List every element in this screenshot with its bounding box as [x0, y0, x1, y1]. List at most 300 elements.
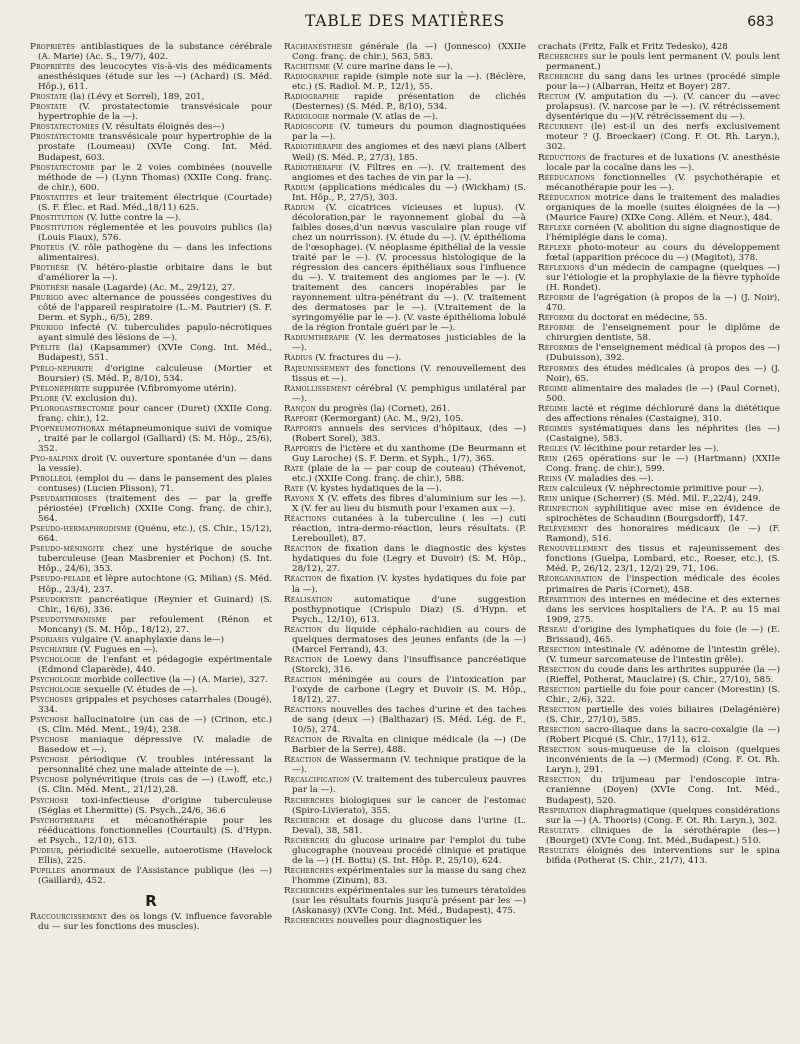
index-entry: [284, 484, 526, 494]
index-entry: [538, 173, 780, 193]
entry-text: nouvelles pour diagnostiquer les: [334, 916, 482, 927]
entry-keyword: Résection: [538, 705, 581, 716]
entry-keyword: Pudeur: [30, 845, 61, 856]
entry-keyword: Réorganisation: [538, 574, 603, 585]
index-entry: [30, 62, 272, 92]
entry-text: du liquide céphalo-rachidien au cours de quelques dermatoses des jeunes enfants (de la —) (Marcel Ferrand), 43.: [292, 624, 526, 655]
index-entry: [30, 132, 272, 162]
index-entry: [538, 504, 780, 524]
entry-text: de Wassermann (V. technique pratique de la —).: [292, 755, 526, 776]
entry-text: (la) (Kapsammer) (XVIe Cong. Int. Méd., Budapest), 551.: [38, 343, 272, 364]
entry-text: annuels des services d'hôpitaux, (des —) (Robert Sorel), 383.: [292, 423, 526, 444]
index-entry: [538, 705, 780, 725]
entry-keyword: Prothèse: [30, 263, 70, 274]
entry-text: de l'inspection médicale des écoles primaires de Paris (Cornet), 458.: [546, 574, 780, 595]
index-entry: [30, 474, 272, 494]
index-entry: [30, 755, 272, 775]
entry-keyword: Radiothérapie: [284, 162, 343, 173]
entry-keyword: Pyopneumothorax: [30, 423, 105, 434]
entry-keyword: Résection: [538, 685, 581, 695]
entry-text: sexuelle (V. études de —).: [81, 685, 198, 695]
entry-keyword: Radiographie: [284, 92, 340, 103]
entry-keyword: Pseudo-pelade: [30, 574, 91, 585]
index-entry: [30, 404, 272, 424]
entry-text: des honoraires médicaux (le —) (F. Ramond), 516.: [546, 524, 780, 545]
entry-text: automatique d'une suggestion posthypnotique (Crispulo Diaz) (S. d'Hypn. et Psych., 12/10), 613.: [292, 594, 526, 625]
entry-text: (V. maladies des —).: [561, 474, 654, 485]
index-entry: [538, 444, 780, 454]
entry-text: expérimentales sur la masse du sang chez l'homme (Zinum), 83.: [292, 865, 526, 886]
entry-text: chez une hystérique de souche tuberculeuse (Jean Masbrenier et Pochon) (S. Int. Hôp., 24/6), 353.: [38, 544, 272, 575]
index-entry: [538, 846, 780, 866]
entry-keyword: Résection: [538, 664, 581, 675]
entry-text: cutanées à la tuberculine ( les —) cuti réaction, intra-dermo-réaction, leurs résultats. (P. Lereboullet), 87.: [292, 514, 526, 545]
entry-text: (V. amputation du —). (V. cancer du —avec prolapsus). (V. narcose par le —). (V. rétrécissement dysentérique du —)(V. rétrécissement du —).: [546, 92, 780, 123]
index-entry: [538, 454, 780, 474]
index-entry: [284, 514, 526, 544]
entry-keyword: Reins: [538, 474, 562, 485]
index-entry: [30, 775, 272, 795]
index-entry: [284, 444, 526, 464]
entry-keyword: Pyélite: [30, 343, 61, 354]
index-entry: [284, 836, 526, 866]
entry-keyword: Résultats: [538, 845, 580, 856]
entry-text: syphilitique avec mise en évidence de spirochètes de Schaudinn (Bourgsdorff), 147.: [546, 504, 780, 525]
entry-text: (V. résultats éloignés des—): [99, 122, 225, 133]
entry-keyword: Pyo-salpinx: [30, 453, 79, 464]
index-entry: [538, 474, 780, 484]
entry-keyword: Recherche: [538, 72, 584, 83]
index-column-middle: [284, 42, 526, 932]
index-entry: [538, 343, 780, 363]
entry-text: de fixation dans le diagnostic des kystes hydatiques du foie (Legry et Duvoir) (S. M. Hôp., 28/12), 27.: [292, 544, 526, 575]
index-entry: [538, 494, 780, 504]
entry-text: et dosage du glucose dans l'urine (L. Deval), 38, 581.: [292, 815, 526, 836]
index-entry: [538, 826, 780, 846]
entry-text: diaphragmatique (quelques considérations sur la —) (A. Thooris) (Cong. F. Ot. Rh. Laryn.), 302.: [546, 805, 780, 826]
entry-keyword: Psoriasis: [30, 634, 69, 645]
entry-text: périodique (V. troubles intéressant la personnalité chez une malade atteinte de —).: [38, 755, 272, 776]
index-entry: [538, 484, 780, 494]
entry-keyword: Résultats: [538, 825, 580, 836]
index-entry: [30, 163, 272, 193]
entry-text: (V. prostatectomie transvésicale pour hypertrophie de la —).: [38, 102, 272, 123]
entry-keyword: Psychologie: [30, 654, 82, 665]
index-entry: [538, 665, 780, 685]
index-entry: [284, 595, 526, 625]
entry-text: vulgaire (V. anaphylaxie dans le—): [68, 634, 225, 645]
entry-text: grippales et psychoses catarrhales (Dougé), 334.: [38, 695, 272, 716]
entry-keyword: Régime: [538, 383, 568, 394]
entry-keyword: Pupilles: [30, 865, 66, 876]
entry-keyword: Régime: [538, 403, 568, 414]
entry-text: des tissus et rajeunissement des fonctions (Guelpa, Lombard, etc., Roeser, etc.), (S. Méd. P., 26/12, 23/1, 12/2) 29, 71, 106.: [546, 544, 780, 575]
entry-keyword: Réaction: [284, 624, 323, 635]
entry-text: rapide présentation de clichés (Desternes) (S. Méd. P., 8/10), 534.: [292, 92, 526, 113]
entry-keyword: Réalisation: [284, 594, 333, 605]
index-entry: [30, 675, 272, 685]
entry-text: pancréatique (Reynier et Guinard) (S. Chir., 16/6), 336.: [38, 594, 272, 615]
entry-text: lacté et régime déchloruré dans la diététique des affections rénales (Castaigne), 310.: [546, 403, 780, 424]
index-entry: [538, 243, 780, 263]
entry-keyword: Radiumthérapie: [284, 333, 350, 344]
entry-text: systématiques dans les néphrites (les —) (Castaigne), 583.: [546, 423, 780, 444]
entry-keyword: Régimes: [538, 423, 573, 434]
entry-text: toxi-infectieuse d'origine tuberculeuse (Séglas et Lhermitte) (S. Psych.,24/6, 36.6: [38, 795, 272, 816]
entry-text: (Quénu, etc.), (S. Chir., 15/12), 664.: [38, 524, 272, 545]
index-entry: [284, 655, 526, 675]
entry-keyword: Proteus: [30, 242, 65, 253]
entry-keyword: Règles: [538, 443, 568, 454]
entry-keyword: Recherche: [284, 815, 330, 826]
entry-text: (V. lécithine pour retarder les —).: [567, 443, 719, 454]
entry-text: éloignés des interventions sur le spina bifida (Potherat (S. Chir., 21/7), 413.: [546, 845, 780, 866]
entry-keyword: Réinfection: [538, 504, 589, 515]
index-entry: [284, 203, 526, 334]
index-entry: [284, 183, 526, 203]
entry-text: normale (V. atlas de —).: [329, 112, 438, 123]
entry-text: de fixation (V. kystes hydatiques du foie par la —).: [292, 574, 526, 595]
index-entry: [30, 454, 272, 474]
index-columns: [30, 42, 780, 932]
entry-text: crachats (Fritz, Falk et Fritz Tedesko), 428: [538, 42, 728, 52]
index-entry: [284, 544, 526, 574]
entry-text: du doctorat en médecine, 55.: [574, 313, 708, 324]
entry-keyword: Rachianesthésie: [284, 42, 353, 52]
entry-keyword: Réaction: [284, 735, 323, 746]
index-entry: [30, 796, 272, 816]
entry-text: (emploi du — dans le pansement des plaies contuses) (Lucien Plisson), 71.: [38, 474, 272, 495]
entry-keyword: Prostitution: [30, 212, 84, 223]
entry-text: de l'enseignement pour le diplôme de chirurgien dentiste, 58.: [546, 323, 780, 344]
index-column-left: [30, 42, 272, 932]
entry-text: morbide collective (la —) (A. Marie), 327.: [81, 674, 269, 685]
entry-keyword: Prostate: [30, 92, 68, 103]
index-entry: [284, 424, 526, 444]
entry-keyword: Réformes: [538, 343, 579, 354]
section-letter: R: [145, 891, 157, 910]
entry-text: des internes en médecine et des externes dans les services hospitaliers de l'A. P. au 15 mai 1909, 275.: [546, 594, 780, 625]
entry-text: X (V. effets des fibres d'aluminium sur les —). X (V. fer au lieu du bismuth pour l'examen aux —).: [292, 494, 526, 515]
entry-text: alimentaire des malades (le —) (Paul Cornet), 500.: [546, 383, 780, 404]
index-entry: [30, 655, 272, 675]
entry-keyword: Résection: [538, 725, 581, 736]
entry-text: nouvelles des taches d'urine et des taches de sang (deux —) (Balthazar) (S. Méd. Lég. de F., 10/5), 274.: [292, 705, 526, 736]
entry-keyword: Prurigo: [30, 293, 64, 304]
entry-text: (applications médicales du —) (Wickham) (S. Int. Hôp., P., 27/5), 303.: [292, 182, 526, 203]
entry-text: d'origine des lymphatiques du foie (le —) (E. Brissaud), 465.: [546, 624, 780, 645]
entry-keyword: Rectum: [538, 92, 570, 103]
entry-keyword: Réaction: [284, 674, 323, 685]
entry-text: de Rivalta en clinique médicale (la —) (De Barbier de la Serre), 488.: [292, 735, 526, 756]
entry-keyword: Respiration: [538, 805, 587, 816]
entry-text: cérébral (V. pemphigus unilatéral par —).: [292, 383, 526, 404]
index-entry: [284, 796, 526, 816]
entry-text: méningée au cours de l'intoxication par l'oxyde de carbone (Legry et Duvoir (S. M. Hôp., 18/12), 27.: [292, 674, 526, 706]
index-entry: [30, 213, 272, 223]
entry-keyword: Psychologie: [30, 685, 82, 695]
entry-keyword: Radiographie: [284, 72, 340, 83]
entry-text: du progrès (la) (Cornet), 261.: [316, 403, 451, 414]
page-title: TABLE DES MATIÈRES: [305, 12, 505, 30]
index-entry: [284, 886, 526, 916]
page-header: [30, 12, 780, 38]
entry-keyword: Propriétés: [30, 42, 76, 52]
entry-text: droit (V. ouverture spontanée d'un — dans la vessie).: [38, 453, 272, 474]
entry-text: de l'enseignement médical (à propos des —) (Dubuisson), 392.: [546, 343, 780, 364]
index-entry: [538, 193, 780, 223]
index-entry: [30, 615, 272, 635]
entry-keyword: Réformes: [538, 363, 579, 374]
index-entry: [538, 153, 780, 173]
index-entry: [284, 62, 526, 72]
index-entry: [538, 524, 780, 544]
entry-keyword: Réforme: [538, 293, 575, 304]
entry-text: expérimentales sur les tumeurs tératoïdes (sur les résultats fournis jusqu'à présent par les —) (Askanasy) (XVIe Cong. Int. Méd., Budapest), 475.: [292, 885, 526, 917]
entry-keyword: Rançon: [284, 403, 317, 414]
index-entry: [284, 163, 526, 183]
entry-keyword: Rapports: [284, 423, 323, 434]
entry-keyword: Réactions: [284, 514, 327, 525]
index-entry: [284, 122, 526, 142]
entry-keyword: Prostatectomies: [30, 122, 100, 133]
entry-keyword: Psychothérapie: [30, 815, 95, 826]
entry-text: par refoulement (Rénon et Moncany) (S. M. Hôp., 18/12), 27.: [38, 614, 272, 635]
index-entry: [30, 715, 272, 735]
index-entry: [284, 574, 526, 594]
entry-keyword: Pseudo-hermaphrodisme: [30, 524, 132, 535]
index-entry: [30, 685, 272, 695]
entry-text: (V. Fugues en —).: [77, 644, 159, 655]
index-entry: [284, 735, 526, 755]
index-entry: [284, 142, 526, 162]
index-entry: [538, 72, 780, 92]
entry-keyword: Recherches: [284, 885, 335, 896]
entry-keyword: Prostate: [30, 102, 68, 113]
index-entry: [30, 122, 272, 132]
index-entry: [538, 384, 780, 404]
entry-text: (Kermorgant) (Ac. M., 9/2), 105.: [317, 413, 464, 424]
entry-keyword: Recherches: [284, 865, 335, 876]
entry-text: (265 opérations sur le —) (Hartmann) (XXIIe Cong. franç. de chir.), 599.: [546, 453, 780, 474]
entry-keyword: Réactions: [284, 705, 327, 716]
entry-keyword: Radiothérapie: [284, 142, 343, 153]
entry-keyword: Pylore: [30, 393, 59, 404]
entry-text: sur le pouls lent permanent (V. pouls lent permanent.): [546, 52, 780, 73]
index-entry: [30, 343, 272, 363]
index-entry: [30, 524, 272, 544]
entry-keyword: Récurrent: [538, 122, 584, 133]
entry-keyword: Rein: [538, 484, 558, 495]
index-entry: [30, 394, 272, 404]
entry-text: (V. cure marine dans le —).: [330, 62, 453, 73]
entry-keyword: Prurigo: [30, 323, 64, 334]
entry-keyword: Radium: [284, 182, 315, 193]
entry-text: suppurée (V.fibromyome utérin).: [89, 383, 237, 394]
index-entry: [284, 675, 526, 705]
entry-text: partielle du foie pour cancer (Morestin) (S. Chir., 2/6), 322.: [546, 685, 780, 706]
entry-keyword: Réflexe: [538, 222, 572, 233]
entry-keyword: Psychose: [30, 735, 69, 746]
index-entry: [538, 42, 780, 52]
entry-text: intestinale (V. adénome de l'intestin grêle). (V. tumeur sarcomateuse de l'intestin grêle).: [546, 644, 780, 665]
entry-text: réglementée et les pouvoirs publics (la) (Louis Fiaux), 576.: [38, 222, 272, 243]
entry-text: maniaque dépressive (V. maladie de Basedow et —).: [38, 735, 272, 756]
entry-text: calculeux (V. néphrectomie primitive pour —).: [557, 484, 765, 495]
entry-keyword: Rajeunissement: [284, 363, 350, 374]
index-entry: [30, 364, 272, 384]
entry-keyword: Réflexe: [538, 242, 572, 253]
entry-keyword: Pyélonéphrite: [30, 383, 90, 394]
entry-keyword: Radius: [284, 353, 313, 364]
index-entry: [30, 102, 272, 122]
index-entry: [538, 404, 780, 424]
entry-text: motrice dans le traitement des maladies organiques de la moelle (suites éloignées de la —) (Maurice Faure) (XIXe Cong. Allém. et Neur.), 484.: [546, 192, 780, 223]
index-entry: [30, 263, 272, 283]
entry-keyword: Rayons: [284, 494, 315, 505]
entry-text: transvésicale pour hypertrophie de la prostate (Loumeau) (XVIe Cong. Int. Méd. Budapest, 603.: [38, 132, 272, 163]
index-entry: [30, 866, 272, 886]
entry-keyword: Rééducation: [538, 192, 591, 203]
entry-text: des fonctions (V. renouvellement des tissus et —).: [292, 363, 526, 384]
entry-text: de l'agrégation (à propos de la —) (J. Noir), 470.: [546, 293, 780, 314]
entry-text: de l'ictère et du xanthome (De Beurmann et Guy Laroche) (S. F. Derm. et Syph., 1/7), 365.: [292, 443, 526, 464]
index-entry: [284, 364, 526, 384]
index-entry: [538, 775, 780, 805]
entry-text: photo-moteur au cours du développement fœtal (apparition précoce du —) (Magitot), 378.: [546, 242, 780, 263]
index-entry: [538, 92, 780, 122]
entry-text: hallucinatoire (un cas de —) (Crinon, etc.) (S. Clin. Méd. Ment., 19/4), 238.: [38, 715, 272, 736]
entry-text: par le 2 voies combinées (nouvelle méthode de —) (Lynn Thomas) (XXIIe Cong. franç. de chir.), 600.: [38, 162, 272, 193]
index-entry: [30, 243, 272, 263]
entry-text: (V. traitement des tuberculeux pauvres par la —).: [292, 775, 526, 796]
index-entry: [538, 424, 780, 444]
index-column-right: [538, 42, 780, 932]
index-entry: [30, 912, 272, 932]
entry-text: cliniques de la sérothérapie (les—) (Bourget) (XVIe Cong. Int. Méd.,Budapest.) 510.: [546, 825, 780, 846]
index-entry: [30, 42, 272, 62]
entry-keyword: Réforme: [538, 313, 575, 324]
index-entry: [538, 645, 780, 665]
index-entry: [30, 816, 272, 846]
index-entry: [284, 112, 526, 122]
entry-keyword: Pyrolléol: [30, 474, 73, 485]
entry-text: (V. fractures du —).: [312, 353, 402, 364]
index-entry: [284, 92, 526, 112]
index-entry: [30, 544, 272, 574]
index-entry: [538, 263, 780, 293]
index-entry: [538, 52, 780, 72]
entry-text: de fractures et de luxations (V. anesthésie locale par la cocaïne dans les —).: [546, 152, 780, 173]
index-entry: [538, 223, 780, 243]
index-entry: [30, 323, 272, 343]
entry-keyword: Ramollissement: [284, 383, 352, 394]
entry-keyword: Réforme: [538, 323, 575, 334]
entry-text: infecté (V. tuberculides papulo-nécrotiques ayant simulé des lésions de —).: [38, 323, 272, 344]
index-entry: [538, 806, 780, 826]
entry-keyword: Réseau: [538, 624, 569, 635]
entry-keyword: Recherches: [284, 795, 335, 806]
entry-keyword: Réaction: [284, 574, 323, 585]
index-entry: [538, 313, 780, 323]
entry-text: du coude dans les arthrites suppurée (la —) (Rieffel, Potherat, Mauclaire) (S. Chir., 27/10), 585.: [546, 664, 780, 685]
entry-text: (V. hétéro-plastie orbitaire dans le but d'améliorer la —).: [38, 263, 272, 284]
entry-keyword: Pseudarthroses: [30, 494, 98, 505]
index-entry: [538, 574, 780, 594]
index-entry: [284, 816, 526, 836]
index-entry: [30, 846, 272, 866]
index-entry: [284, 755, 526, 775]
entry-text: de Loewy dans l'insuffisance pancréatique (Storck), 316.: [292, 654, 526, 675]
index-entry: [30, 574, 272, 594]
entry-keyword: Rééducations: [538, 172, 595, 183]
index-entry: [284, 866, 526, 886]
entry-keyword: Rapports: [284, 443, 323, 454]
entry-keyword: Renouvellement: [538, 544, 608, 555]
entry-text: (V. kystes hydatiques de la —).: [303, 484, 442, 495]
entry-text: du glucose urinaire par l'emploi du tube glucographe (nouveau procédé clinique et pratique de la —) (H. Bottu) (S. Int. Hôp. P., 25/10), 624.: [292, 835, 526, 866]
entry-keyword: Rapport: [284, 413, 318, 424]
entry-text: (V. Filtres en —). (V. traitement des angiomes et des taches de vin par la —).: [292, 162, 526, 183]
entry-keyword: Rate: [284, 463, 304, 474]
index-entry: [538, 595, 780, 625]
entry-text: (plaie de la — par coup de couteau) (Thévenot, etc.) (XXIIe Cong. franç. de chir.), 588.: [292, 463, 526, 485]
entry-text: pour cancer (Duret) (XXIIe Cong. franç. chir.), 12.: [38, 403, 272, 424]
index-entry: [30, 424, 272, 454]
index-entry: [284, 333, 526, 353]
entry-keyword: Psychose: [30, 755, 69, 766]
entry-text: cornéen (V. abolition du signe diagnostique de l'hémiplégie dans le coma).: [546, 222, 780, 243]
entry-keyword: Pseudokyste: [30, 594, 83, 605]
entry-keyword: Prostitution: [30, 222, 84, 233]
entry-keyword: Rein: [538, 494, 558, 505]
entry-keyword: Recherche: [284, 835, 330, 846]
entry-text: unique (Scherrer) (S. Méd. Mil. F.,22/4), 249.: [557, 494, 761, 505]
entry-keyword: Recherches: [284, 916, 335, 927]
entry-text: , périodicité sexuelle, autoerotisme (Havelock Ellis), 225.: [38, 845, 272, 866]
entry-keyword: Réductions: [538, 152, 587, 163]
entry-keyword: Rate: [284, 484, 304, 495]
entry-text: (V. tumeurs du poumon diagnostiquées par la —).: [292, 122, 526, 143]
entry-text: anormaux de l'Assistance publique (les —) (Gaillard), 452.: [38, 865, 272, 886]
index-entry: [538, 725, 780, 745]
entry-keyword: Réaction: [284, 755, 323, 766]
entry-keyword: Psychose: [30, 775, 69, 786]
entry-text: avec alternance de poussées congestives du côté de l'appareil respiratoire (L.-M. Pautrier) (S. F. Derm. et Syph., 6/5), 289.: [38, 293, 272, 324]
entry-keyword: Relèvement: [538, 524, 588, 535]
entry-text: (traitement des — par la greffe périostée) (Frœlich) (XXIIe Cong. franç. de chir.), 564.: [38, 494, 272, 525]
index-entry: [30, 695, 272, 715]
entry-keyword: Raccourcissement: [30, 911, 108, 922]
index-entry: [538, 293, 780, 313]
entry-keyword: Psychose: [30, 715, 69, 726]
index-entry: [30, 645, 272, 655]
index-entry: [284, 353, 526, 363]
index-entry: [284, 775, 526, 795]
index-entry: [30, 283, 272, 293]
entry-keyword: Résection: [538, 775, 581, 786]
entry-text: nasale (Lagarde) (Ac. M., 29/12), 27.: [69, 283, 236, 294]
index-entry: [30, 595, 272, 615]
entry-text: antiblastiques de la substance cérébrale (A. Marie) (Ac. S., 19/7), 402.: [38, 42, 272, 63]
entry-text: des leucocytes vis-à-vis des médicaments anesthésiques (étude sur les —) (Achard) (S. Méd. Hôp.), 611.: [38, 62, 272, 93]
entry-keyword: Radiologie: [284, 112, 330, 123]
page-number: 683: [747, 14, 774, 30]
entry-text: des études médicales (à propos des —) (J. Noir), 65.: [546, 363, 780, 384]
index-entry: [284, 384, 526, 404]
index-entry: [284, 414, 526, 424]
entry-keyword: Psychiatrie: [30, 644, 78, 655]
